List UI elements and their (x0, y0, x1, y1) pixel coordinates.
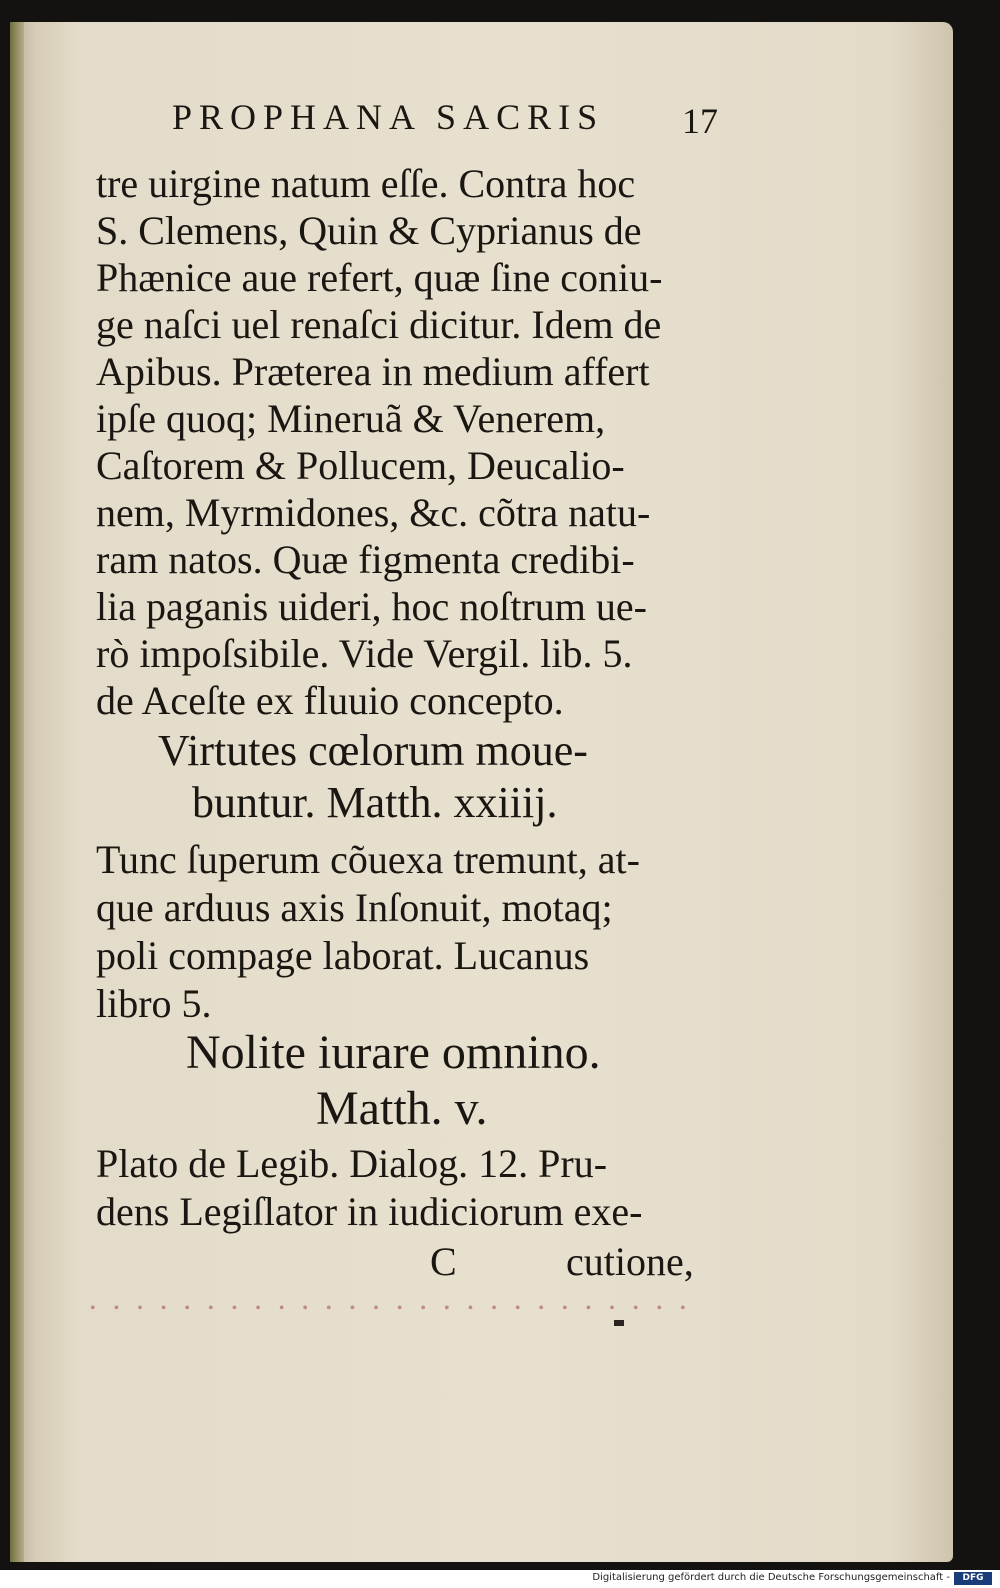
funding-note: Digitalisierung gefördert durch die Deutsche Forschungsgemeinschaft - (592, 1572, 950, 1583)
ruler-dots: •••••••••••••••••••••••••• (90, 1300, 704, 1317)
body-paragraph (96, 160, 736, 724)
body-line: S. Clemens, Quin & Cyprianus de (96, 208, 642, 253)
quote-line: poli compage laborat. Lucanus (96, 933, 590, 978)
quote-line: que arduus axis Inſonuit, motaq; (96, 885, 613, 930)
final-line: dens Legiſlator in iudiciorum exe- (96, 1189, 643, 1234)
body-line: ipſe quoq; Mineruã & Venerem, (96, 396, 606, 441)
quote-line: libro 5. (96, 981, 212, 1026)
section-heading-nolite-ref: Matth. v. (316, 1082, 488, 1135)
lucan-quote (96, 836, 736, 1028)
page-binding-edge (10, 22, 24, 1562)
quote-line: Tunc ſuperum cõuexa tremunt, at- (96, 837, 640, 882)
body-line: Caſtorem & Pollucem, Deucalio- (96, 443, 625, 488)
plato-paragraph (96, 1140, 736, 1236)
ink-mark (614, 1320, 624, 1326)
body-line: rò impoſsibile. Vide Vergil. lib. 5. (96, 631, 633, 676)
body-line: tre uirgine natum eſſe. Contra hoc (96, 161, 636, 206)
final-line: Plato de Legib. Dialog. 12. Pru- (96, 1141, 608, 1186)
running-title: PROPHANA SACRIS (172, 97, 605, 137)
body-line: Apibus. Præterea in medium affert (96, 349, 650, 394)
section-heading-virtutes-ref: buntur. Matth. xxiiij. (192, 778, 558, 827)
body-line: ram natos. Quæ figmenta credibi- (96, 537, 635, 582)
body-line: nem, Myrmidones, &c. cõtra natu- (96, 490, 651, 535)
body-line: lia paganis uideri, hoc noſtrum ue- (96, 584, 647, 629)
page-number: 17 (682, 101, 718, 141)
dfg-logo-icon[interactable]: DFG (954, 1572, 992, 1585)
body-line: ge naſci uel renaſci dicitur. Idem de (96, 302, 662, 347)
section-heading-virtutes: Virtutes cœlorum moue- (158, 726, 588, 775)
catchword: cutione, (566, 1239, 694, 1284)
body-line: de Aceſte ex fluuio concepto. (96, 678, 564, 723)
section-heading-nolite: Nolite iurare omnino. (186, 1026, 601, 1079)
signature-mark: C (430, 1239, 457, 1284)
body-line: Phænice aue refert, quæ ſine coniu- (96, 255, 663, 300)
